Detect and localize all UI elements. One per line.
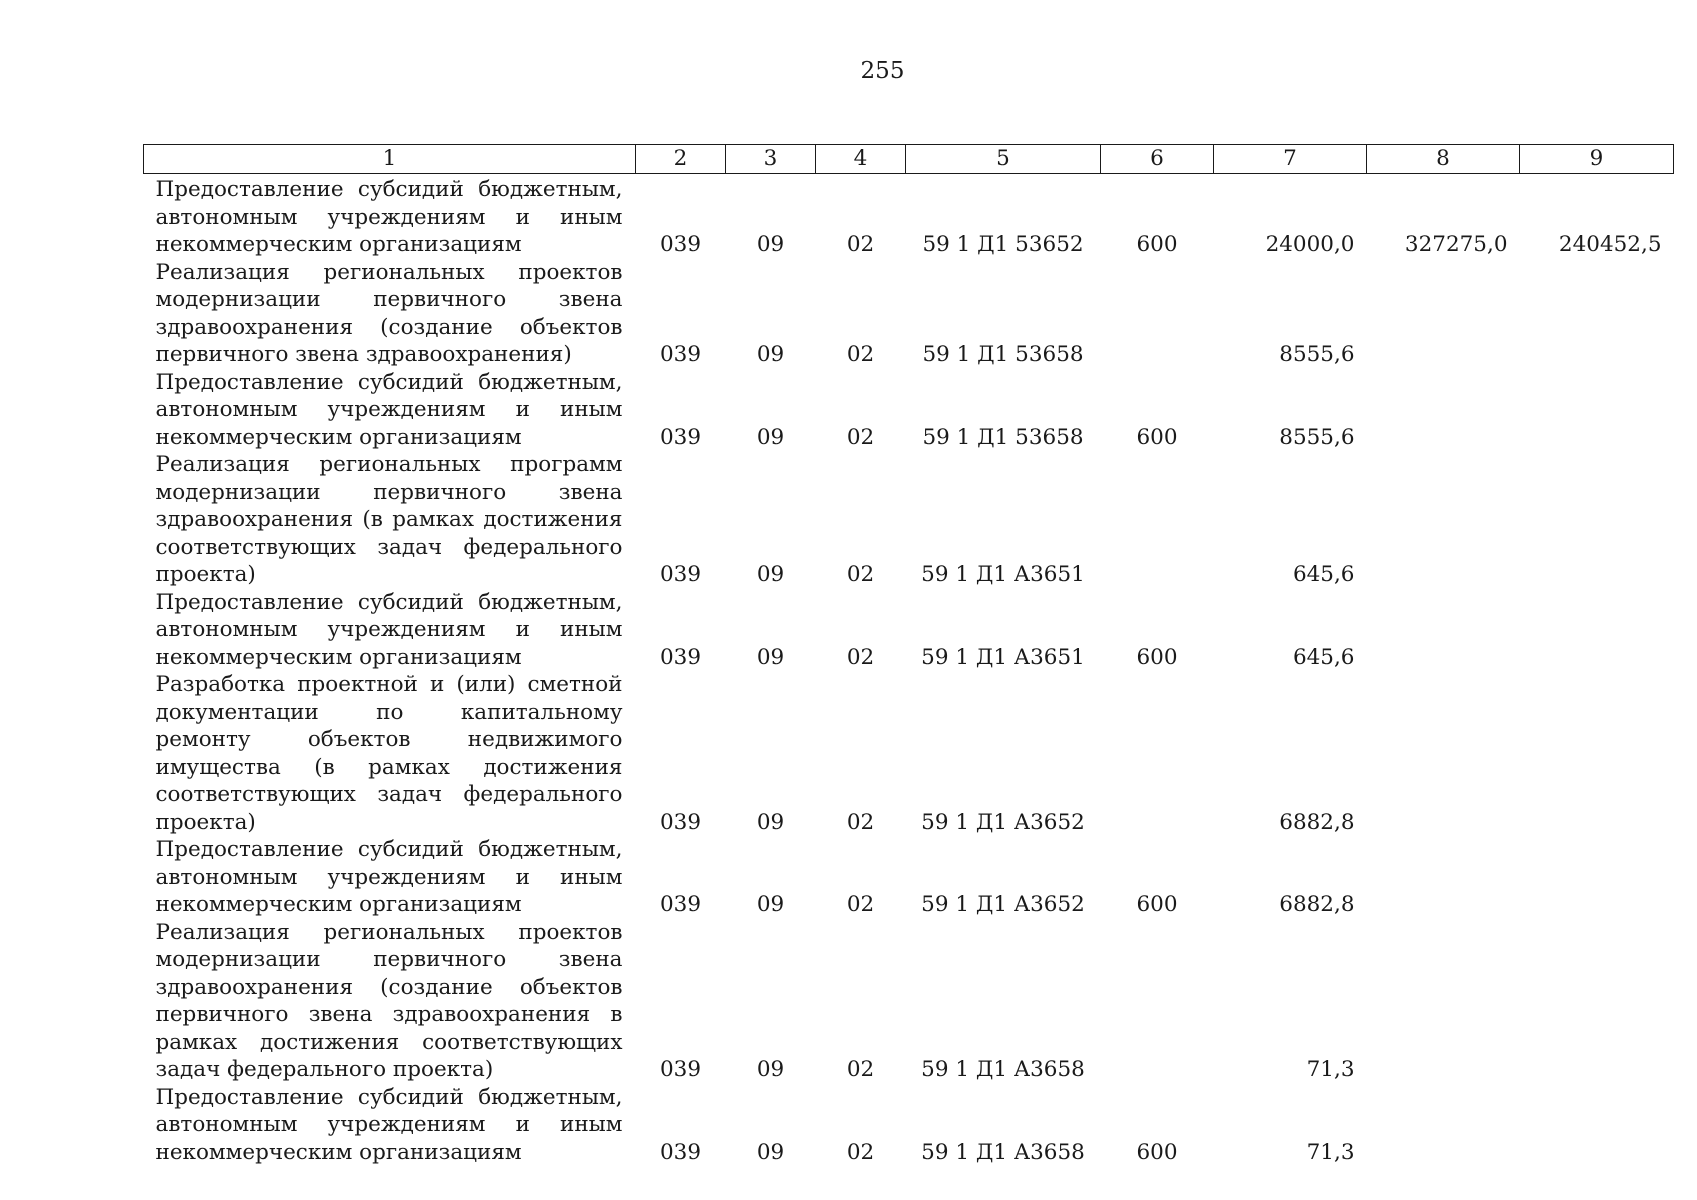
column-header-2: 2 <box>636 145 726 174</box>
table-row <box>144 589 1674 672</box>
row-col-6 <box>1101 919 1214 1084</box>
header-row <box>144 145 1674 174</box>
row-name: Реализация региональных программ модернизации первичного звена здравоохранения (в рамках достижения соответствующих задач федерального проекта) <box>155 452 623 587</box>
table-body <box>144 174 1674 1167</box>
row-col-4: 02 <box>846 809 875 835</box>
row-col-5: 59 1 Д1 А3652 <box>921 892 1085 917</box>
row-col-5: 59 1 Д1 53658 <box>922 424 1084 450</box>
row-col-9 <box>1520 919 1674 1084</box>
row-col-9 <box>1520 259 1674 369</box>
row-col-4: 02 <box>846 644 875 670</box>
row-col-3: 09 <box>756 892 785 917</box>
row-col-2: 039 <box>659 562 702 587</box>
row-col-9 <box>1520 369 1674 452</box>
row-col-3: 09 <box>756 1139 785 1165</box>
row-col-6: 600 <box>1136 644 1178 670</box>
row-col-4: 02 <box>846 562 875 587</box>
row-col-2: 039 <box>659 1139 702 1165</box>
row-col-3: 09 <box>756 342 785 367</box>
column-header-8: 8 <box>1367 145 1520 174</box>
row-col-7: 645,6 <box>1292 562 1355 587</box>
row-col-3: 09 <box>756 1057 785 1082</box>
row-col-6 <box>1101 671 1214 836</box>
table-row <box>144 369 1674 452</box>
table-row <box>144 671 1674 836</box>
row-col-5: 59 1 Д1 А3651 <box>921 644 1085 670</box>
row-col-7: 71,3 <box>1306 1057 1355 1082</box>
row-col-9 <box>1520 589 1674 672</box>
row-col-8 <box>1367 259 1520 369</box>
column-header-6: 6 <box>1101 145 1214 174</box>
row-col-8 <box>1367 451 1520 589</box>
table-row <box>144 451 1674 589</box>
column-header-7: 7 <box>1214 145 1367 174</box>
row-col-4: 02 <box>846 892 875 917</box>
column-header-9: 9 <box>1520 145 1674 174</box>
row-col-4: 02 <box>846 1057 875 1082</box>
row-col-3: 09 <box>756 809 785 835</box>
row-col-6: 600 <box>1136 1139 1178 1165</box>
row-col-2: 039 <box>659 1057 702 1082</box>
row-col-7: 645,6 <box>1292 644 1355 670</box>
row-col-4: 02 <box>846 424 875 450</box>
row-col-9: 240452,5 <box>1558 232 1662 257</box>
row-col-8 <box>1367 671 1520 836</box>
table-row <box>144 919 1674 1084</box>
row-col-6: 600 <box>1136 892 1178 917</box>
row-col-8 <box>1367 836 1520 919</box>
row-col-6: 600 <box>1136 424 1178 450</box>
row-name: Предоставление субсидий бюджетным, автономным учреждениям и иным некоммерческим организациям <box>155 369 623 450</box>
row-col-8 <box>1367 1084 1520 1167</box>
column-header-4: 4 <box>816 145 906 174</box>
row-col-3: 09 <box>756 644 785 670</box>
row-col-3: 09 <box>756 232 785 257</box>
row-col-5: 59 1 Д1 53652 <box>922 232 1084 257</box>
row-col-7: 71,3 <box>1306 1139 1355 1165</box>
page-number: 255 <box>860 58 905 84</box>
row-col-5: 59 1 Д1 53658 <box>922 342 1084 367</box>
column-header-3: 3 <box>726 145 816 174</box>
row-col-5: 59 1 Д1 А3658 <box>921 1139 1085 1165</box>
row-col-2: 039 <box>659 644 702 670</box>
row-col-8 <box>1367 919 1520 1084</box>
row-col-7: 24000,0 <box>1265 232 1355 257</box>
row-col-6 <box>1101 451 1214 589</box>
row-col-2: 039 <box>659 892 702 917</box>
table-row <box>144 1084 1674 1167</box>
row-col-6: 600 <box>1136 232 1178 257</box>
row-name: Разработка проектной и (или) сметной документации по капитальному ремонту объектов недвижимого имущества (в рамках достижения соответствующих задач федерального проекта) <box>155 672 623 835</box>
row-col-2: 039 <box>659 809 702 835</box>
row-name: Реализация региональных проектов модернизации первичного звена здравоохранения (создание объектов первичного звена здравоохранения в рамках достижения соответствующих задач федерального проекта) <box>155 919 623 1082</box>
row-col-8 <box>1367 369 1520 452</box>
column-header-5: 5 <box>906 145 1101 174</box>
row-col-9 <box>1520 451 1674 589</box>
row-col-2: 039 <box>659 342 702 367</box>
row-col-5: 59 1 Д1 А3658 <box>921 1057 1085 1082</box>
row-col-2: 039 <box>659 232 702 257</box>
row-name: Предоставление субсидий бюджетным, автономным учреждениям и иным некоммерческим организациям <box>155 589 623 670</box>
row-name: Реализация региональных проектов модернизации первичного звена здравоохранения (создание объектов первичного звена здравоохранения) <box>155 259 623 367</box>
row-col-3: 09 <box>756 562 785 587</box>
row-name: Предоставление субсидий бюджетным, автономным учреждениям и иным некоммерческим организациям <box>155 177 623 257</box>
row-col-4: 02 <box>846 1139 875 1165</box>
row-col-9 <box>1520 671 1674 836</box>
row-name: Предоставление субсидий бюджетным, автономным учреждениям и иным некоммерческим организациям <box>155 1084 623 1165</box>
row-col-4: 02 <box>846 342 875 367</box>
row-col-5: 59 1 Д1 А3651 <box>921 562 1085 587</box>
row-col-5: 59 1 Д1 А3652 <box>921 809 1085 835</box>
table-row <box>144 174 1674 259</box>
table-row <box>144 259 1674 369</box>
row-name: Предоставление субсидий бюджетным, автономным учреждениям и иным некоммерческим организациям <box>155 837 623 917</box>
budget-table <box>143 144 1674 1166</box>
row-col-7: 6882,8 <box>1279 809 1355 835</box>
row-col-7: 6882,8 <box>1279 892 1355 917</box>
row-col-7: 8555,6 <box>1279 424 1355 450</box>
column-header-1: 1 <box>144 145 636 174</box>
row-col-7: 8555,6 <box>1279 342 1355 367</box>
row-col-3: 09 <box>756 424 785 450</box>
row-col-8: 327275,0 <box>1404 232 1508 257</box>
row-col-8 <box>1367 589 1520 672</box>
row-col-9 <box>1520 836 1674 919</box>
row-col-4: 02 <box>846 232 875 257</box>
row-col-2: 039 <box>659 424 702 450</box>
table-header <box>144 145 1674 174</box>
row-col-6 <box>1101 259 1214 369</box>
table-row <box>144 836 1674 919</box>
row-col-9 <box>1520 1084 1674 1167</box>
